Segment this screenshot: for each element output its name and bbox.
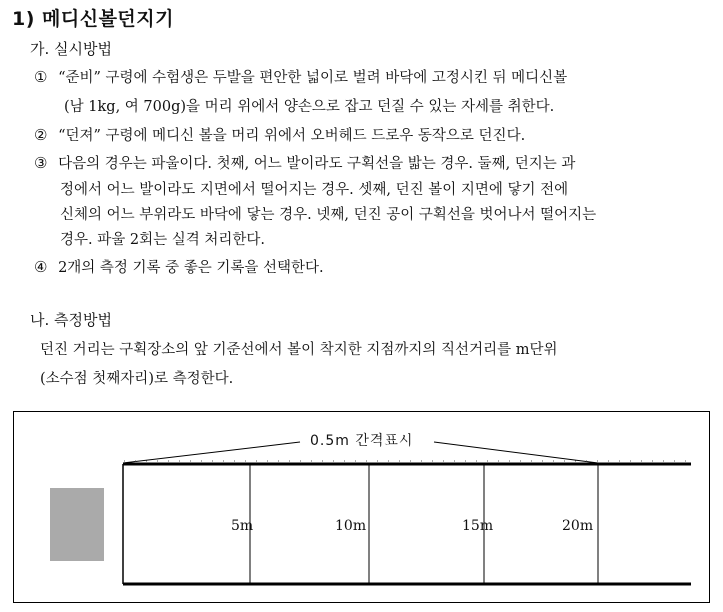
list-item-2-line-1 [34, 124, 525, 145]
section-a-heading: 가. 실시방법 [30, 40, 112, 58]
distance-label-20m: 20m [562, 518, 594, 534]
section-b-line-2: (소수점 첫째자리)로 측정한다. [40, 371, 234, 387]
interval-bracket-right [434, 442, 598, 463]
list-item-4-line-1 [34, 256, 324, 277]
list-item-text: “준비” 구령에 수험생은 두발을 편안한 넓이로 벌려 바닥에 고정시킨 뒤 메디신볼 [58, 70, 568, 86]
throwing-field-diagram [13, 411, 710, 603]
list-item-3-line-4: 경우. 파울 2회는 실격 처리한다. [60, 232, 265, 248]
section-b-line-1: 던진 거리는 구획장소의 앞 기준선에서 볼이 착지한 지점까지의 직선거리를 m단위 [40, 342, 558, 358]
list-item-text: 다음의 경우는 파울이다. 첫째, 어느 발이라도 구획선을 밟는 경우. 둘째, 던지는 과 [58, 156, 576, 172]
list-item-3-line-2: 정에서 어느 발이라도 지면에서 떨어지는 경우. 셋째, 던진 볼이 지면에 닿기 전에 [60, 182, 569, 198]
list-item-3-line-3: 신체의 어느 부위라도 바닥에 닿는 경우. 넷째, 던진 공이 구획선을 벗어나서 떨어지는 [60, 207, 597, 223]
interval-label: 0.5m 간격표시 [310, 433, 414, 449]
interval-bracket-left [123, 442, 300, 463]
list-item-text: “던져” 구령에 메디신 볼을 머리 위에서 오버헤드 드로우 동작으로 던진다. [58, 128, 526, 144]
distance-label-15m: 15m [462, 518, 494, 534]
distance-label-5m: 5m [231, 518, 254, 534]
page-title: 1) 메디신볼던지기 [12, 8, 174, 30]
list-item-number: ② [34, 126, 48, 144]
list-item-1-line-2: (남 1kg, 여 700g)을 머리 위에서 양손으로 잡고 던질 수 있는 자세를 취한다. [64, 99, 555, 115]
distance-label-10m: 10m [335, 518, 367, 534]
list-item-text: 2개의 측정 기록 중 좋은 기록을 선택한다. [58, 260, 324, 276]
list-item-number: ④ [34, 258, 48, 276]
section-b-heading: 나. 측정방법 [30, 311, 112, 329]
list-item-3-line-1 [34, 152, 575, 173]
list-item-number: ① [34, 68, 48, 86]
list-item-1-line-1 [34, 66, 567, 87]
list-item-number: ③ [34, 154, 48, 172]
